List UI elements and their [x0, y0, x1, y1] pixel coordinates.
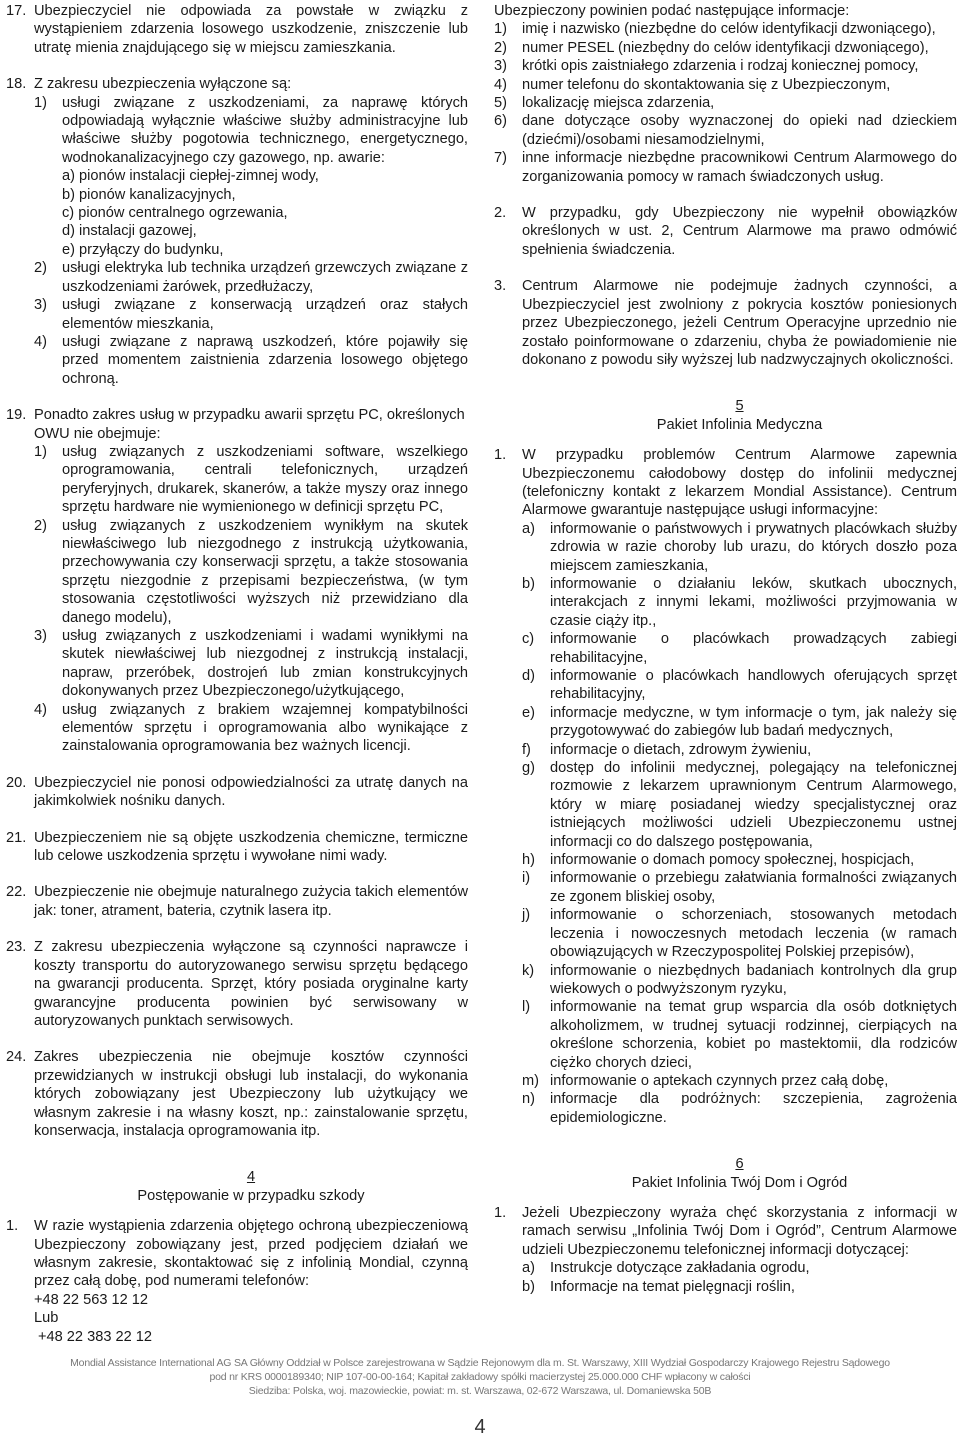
paragraph-20	[6, 774, 468, 811]
section-4-paragraph-3	[494, 277, 957, 369]
list-text: lokalizację miejsca zdarzenia,	[522, 95, 715, 112]
list-text: usługi związane z uszkodzeniami, za naprawę których odpowiadają wyłącznie właściwe służby administracyjne lub właściwe służby pogotowia technicznego, energetycznego, wodnokanalizacyjnego czy gazowego, np. awarie:	[62, 94, 468, 166]
phone-or-label: Lub	[34, 1310, 59, 1327]
list-item	[34, 443, 468, 517]
list-item	[522, 741, 957, 759]
list-text: usługi elektryka lub technika urządzeń grzewczych związane z uszkodzeniami żarówek, przedłużaczy,	[62, 260, 468, 295]
footer-line: Mondial Assistance International AG SA Główny Oddział w Polsce zarejestrowana w Sądzie Rejonowym dla m. St. Warszawy, XIII Wydział Gospodarczy Krajowego Rejestru Sądowego	[70, 1357, 890, 1369]
list-number: f)	[522, 741, 531, 758]
page-number: 4	[474, 1416, 486, 1438]
list-number: a)	[522, 1260, 535, 1277]
company-footer	[0, 1356, 960, 1398]
list-item	[522, 1259, 957, 1277]
section-5-paragraph-1	[494, 446, 957, 1127]
list-text: informacje medyczne, w tym informacje o tym, jak należy się przygotowywać do zabiegów lub badań medycznych,	[550, 704, 957, 740]
list-text: usług związanych z uszkodzeniami i wadami wynikłymi na skutek niewłaściwej lub niezgodnej z instrukcją instalacji, napraw, przeróbek, dostrojeń lub zmian konstrukcyjnych dokonywanych przez Ubezpieczonego/użytkującego,	[62, 628, 468, 700]
list-number: k)	[522, 962, 535, 979]
phone-number: +48 22 563 12 12	[34, 1291, 149, 1308]
paragraph-number: 1.	[494, 1204, 507, 1221]
list-number: 5)	[494, 95, 507, 112]
list-number: i)	[522, 870, 531, 887]
list-number: 3)	[34, 297, 47, 314]
list-item	[494, 94, 957, 112]
list-text: krótki opis zaistniałego zdarzenia i rodzaj koniecznej pomocy,	[522, 58, 919, 75]
paragraph-number: 24.	[6, 1049, 27, 1066]
paragraph-text: Jeżeli Ubezpieczony wyraża chęć skorzystania z informacji w ramach serwisu „Infolinia Twój Dom i Ogród”, Centrum Alarmowe udzieli Ubezpieczonemu telefonicznej informacji dotyczącej:	[522, 1204, 957, 1258]
list-text: numer telefonu do skontaktowania się z Ubezpieczonym,	[522, 76, 891, 93]
list-text: informowanie o aptekach czynnych przez całą dobę,	[550, 1072, 889, 1089]
section-6-paragraph-1	[494, 1204, 957, 1296]
list-number: 2)	[34, 260, 47, 277]
list-number: 4)	[34, 333, 47, 350]
list-text: informowanie o schorzeniach, stosowanych metodach leczenia i nowoczesnych metodach leczenia (w ramach obowiązujących w Rzeczypospolitej Polskiej przepisów),	[550, 907, 957, 961]
list-number: l)	[522, 999, 531, 1016]
list-item	[34, 517, 468, 627]
list-number: 3)	[34, 628, 47, 644]
list-item	[522, 869, 957, 906]
list-number: 3)	[494, 58, 507, 75]
list-item	[522, 962, 957, 999]
paragraph-number: 1.	[494, 447, 507, 464]
list-number: 4)	[34, 701, 47, 718]
list-item	[522, 1278, 957, 1296]
list-text: informacje o dietach, zdrowym żywieniu,	[550, 741, 812, 758]
list-number: b)	[522, 575, 535, 592]
list-item	[494, 57, 957, 75]
right-column	[494, 0, 957, 1296]
paragraph-number: 23.	[6, 939, 27, 956]
list-item	[522, 906, 957, 961]
section-4-paragraph-1	[6, 1217, 468, 1346]
list-text: informowanie o placówkach prowadzących zabiegi rehabilitacyjne,	[550, 631, 957, 666]
list-number: m)	[522, 1072, 540, 1089]
list-item	[522, 667, 957, 704]
paragraph-number: 21.	[6, 829, 27, 846]
paragraph-18	[6, 75, 468, 388]
paragraph-number: 20.	[6, 774, 27, 791]
paragraph-text: W przypadku problemów Centrum Alarmowe zapewnia Ubezpieczonemu całodobowy dostęp do infolinii medycznej (telefoniczny kontakt z lekarzem Mondial Assistance). Centrum Alarmowe gwarantuje następujące usługi informacyjne:	[522, 447, 957, 519]
list-text: usług związanych z uszkodzeniem wynikłym na skutek niewłaściwego lub niezgodnego z instrukcją użytkowania, przechowywania czy konserwacji sprzętu, a także stosowania sprzętu niezgodnie z przepisami bezpieczeństwa, (w tym stosowania częstotliwości wyższych niż przewidziano dla danego modelu),	[62, 517, 468, 626]
paragraph-23	[6, 938, 468, 1030]
list-item	[522, 1072, 957, 1090]
paragraph-number: 22.	[6, 884, 27, 901]
list-text: dostęp do infolinii medycznej, polegający na telefonicznej rozmowie z lekarzem uprawnionym Centrum Alarmowego, który w miarę posiadanej wiedzy specjalistycznej oraz istniejących możliwości udzieli Ubezpieczonemu ustnej informacji co do dalszego postępowania,	[550, 760, 957, 850]
list-number: 6)	[494, 113, 507, 130]
section-number: 4	[246, 1169, 256, 1186]
paragraph-22	[6, 883, 468, 920]
list-text: informowanie o placówkach handlowych oferujących sprzęt rehabilitacyjny,	[550, 668, 957, 703]
list-item	[34, 701, 468, 756]
section-title: Pakiet Infolinia Medyczna	[656, 416, 823, 433]
paragraph-number: 1.	[6, 1218, 19, 1235]
list-text: inne informacje niezbędne pracownikowi Centrum Alarmowego do zorganizowania pomocy w ramach świadczonych usług.	[522, 150, 957, 185]
list-text: informowanie o przebiegu załatwiania formalności związanych ze zgonem bliskiej osoby,	[550, 870, 957, 905]
list-subitem: d) instalacji gazowej,	[62, 223, 197, 240]
list-item	[522, 575, 957, 630]
paragraph-text: W razie wystąpienia zdarzenia objętego ochroną ubezpieczeniową Ubezpieczony zobowiązany jest, przed podjęciem działań we własnym zakresie, skontaktować się z infolinią Mondial, czynną przez całą dobę, pod numerami telefonów:	[34, 1218, 468, 1290]
section-number: 5	[735, 398, 744, 415]
list-number: 4)	[494, 76, 507, 93]
list-item	[494, 20, 957, 38]
list-item	[34, 259, 468, 296]
list-number: 1)	[494, 21, 507, 38]
section-title: Pakiet Infolinia Twój Dom i Ogród	[631, 1174, 848, 1191]
list-item	[34, 333, 468, 388]
paragraph-text: W przypadku, gdy Ubezpieczony nie wypełnił obowiązków określonych w ust. 2, Centrum Alarmowe ma prawo odmówić spełnienia świadczenia.	[522, 205, 957, 258]
list-text: usług związanych z brakiem wzajemnej kompatybilności elementów sprzętu i oprogramowania albo wynikające z zainstalowania oprogramowania bez ważnych licencji.	[62, 701, 468, 755]
list-number: e)	[522, 704, 535, 721]
paragraph-text: Zakres ubezpieczenia nie obejmuje kosztów czynności przewidzianych w instrukcji obsługi lub instalacji, do wykonania których zobowiązany jest Ubezpieczony lub użytkujący we własnym zakresie i na własny koszt, np.: zainstalowanie sprzętu, konserwacja, instalacja oprogramowania itp.	[34, 1049, 468, 1139]
list-item	[522, 759, 957, 851]
list-number: g)	[522, 760, 535, 777]
list-number: j)	[522, 907, 531, 924]
list-subitem: a) pionów instalacji ciepłej-zimnej wody,	[62, 168, 319, 185]
paragraph-text: Centrum Alarmowe nie podejmuje żadnych czynności, a Ubezpieczyciel jest zwolniony z pokrycia kosztów poniesionych przez Ubezpieczonego, jeżeli Centrum Operacyjne uprzednio nie zostało poinformowane o zdarzeniu, chyba że powiadomienie nie dokonano z powodu siły wyższej lub nadzwyczajnych okoliczności.	[522, 278, 957, 368]
list-number: 1)	[34, 443, 47, 460]
paragraph-text: Ubezpieczyciel nie odpowiada za powstałe w związku z wystąpieniem zdarzenia losowego uszkodzenie, zniszczenie lub utratę mienia znajdującego się w miejscu zamieszkania.	[34, 3, 468, 56]
medical-services-list	[522, 520, 957, 1127]
list-item	[522, 998, 957, 1072]
paragraph-text: Ubezpieczyciel nie ponosi odpowiedzialności za utratę danych na jakimkolwiek nośniku danych.	[34, 774, 468, 810]
paragraph-24	[6, 1048, 468, 1140]
list-item	[522, 630, 957, 667]
info-intro: Ubezpieczony powinien podać następujące informacje:	[494, 3, 850, 19]
list-number: n)	[522, 1091, 535, 1108]
paragraph-text: Ubezpieczenie nie obejmuje naturalnego zużycia takich elementów jak: toner, atrament, bateria, czytnik lasera itp.	[34, 884, 468, 919]
paragraph-number: 3.	[494, 278, 507, 295]
list-text: informowanie o domach pomocy społecznej, hospicjach,	[550, 852, 915, 869]
paragraph-17	[6, 2, 468, 57]
list-item	[34, 627, 468, 701]
paragraph-21	[6, 829, 468, 866]
list-item	[494, 76, 957, 94]
list-item	[34, 296, 468, 333]
list-number: 2)	[494, 39, 507, 56]
phone-number: +48 22 383 22 12	[38, 1328, 153, 1345]
list-item	[34, 94, 468, 168]
list-text: informowanie o państwowych i prywatnych placówkach służby zdrowia w razie choroby lub urazu, do których doszło poza miejscem zamieszkania,	[550, 520, 957, 574]
list-number: b)	[522, 1278, 535, 1295]
paragraph-number: 18.	[6, 76, 27, 93]
list-item	[494, 39, 957, 57]
footer-line: pod nr KRS 0000189340; NIP 107-00-00-164; Kapitał zakładowy spółki macierzystej 25.000.000 CHF wpłacony w całości	[209, 1371, 751, 1383]
list-number: 1)	[34, 94, 47, 111]
list-text: imię i nazwisko (niezbędne do celów identyfikacji dzwoniącego),	[522, 21, 936, 38]
list-text: numer PESEL (niezbędny do celów identyfikacji dzwoniącego),	[522, 39, 929, 56]
list-number: h)	[522, 852, 535, 869]
list-item	[522, 851, 957, 869]
section-number: 6	[735, 1156, 744, 1173]
list-number: 7)	[494, 150, 507, 167]
paragraph-text: Z zakresu ubezpieczenia wyłączone są czynności naprawcze i koszty transportu do autoryzowanego serwisu sprzętu będącego na gwarancji producenta. Sprzęt, który posiada oryginalne karty gwarancyjne producenta powinien być serwisowany w autoryzowanych punktach serwisowych.	[34, 939, 468, 1029]
list-text: Instrukcje dotyczące zakładania ogrodu,	[550, 1260, 810, 1277]
paragraph-intro: Ponadto zakres usług w przypadku awarii sprzętu PC, określonych OWU nie obejmuje:	[34, 407, 465, 442]
section-title: Postępowanie w przypadku szkody	[137, 1187, 365, 1204]
section-5-heading	[494, 397, 957, 434]
list-number: 2)	[34, 517, 47, 534]
list-subitem: b) pionów kanalizacyjnych,	[62, 186, 236, 203]
list-text: informowanie o niezbędnych badaniach kontrolnych dla grup wiekowych o podwyższonym ryzyku,	[550, 962, 957, 997]
list-number: d)	[522, 668, 535, 684]
list-subitem: e) przyłączy do budynku,	[62, 241, 224, 258]
paragraph-number: 2.	[494, 205, 507, 222]
list-item	[522, 520, 957, 575]
paragraph-19	[6, 406, 468, 756]
list-number: a)	[522, 520, 535, 537]
paragraph-text: Ubezpieczeniem nie są objęte uszkodzenia chemiczne, termiczne lub celowe uszkodzenia sprzętu i wywołane nimi wady.	[34, 829, 468, 865]
list-item	[522, 1090, 957, 1127]
list-text: informowanie na temat grup wsparcia dla osób dotkniętych alkoholizmem, w trudnej sytuacji rodzinnej, cierpiących na określone schorzenia, kobiet po mastektomii, dla rodziców ciężko chorych dzieci,	[550, 999, 957, 1071]
left-column	[6, 0, 468, 1346]
list-text: usługi związane z konserwacją urządzeń oraz stałych elementów mieszkania,	[62, 297, 468, 332]
list-text: usługi związane z naprawą uszkodzeń, które pojawiły się przed momentem zaistnienia zdarzenia losowego objętego ochroną.	[62, 333, 468, 387]
list-item	[494, 149, 957, 186]
list-text: usług związanych z uszkodzeniami software, wszelkiego oprogramowania, centrali telefonicznych, urządzeń peryferyjnych, drukarek, skanerów, a także myszy oraz innego sprzętu hardware nie wymienionego w definicji sprzętu PC,	[62, 443, 468, 516]
info-list	[494, 20, 957, 186]
paragraph-intro: Z zakresu ubezpieczenia wyłączone są:	[34, 76, 292, 93]
list-subitem: c) pionów centralnego ogrzewania,	[62, 205, 288, 222]
list-item	[522, 704, 957, 741]
section-4-heading	[6, 1168, 468, 1205]
paragraph-number: 17.	[6, 3, 27, 19]
section-4-paragraph-2	[494, 204, 957, 259]
footer-line: Siedziba: Polska, woj. mazowieckie, powiat: m. st. Warszawa, 02-672 Warszawa, ul. Domaniewska 50B	[248, 1385, 712, 1397]
list-text: dane dotyczące osoby wyznaczonej do opieki nad dzieckiem (dziećmi)/osobami niesamodzielnymi,	[522, 113, 957, 148]
list-number: c)	[522, 631, 535, 648]
list-text: informowanie o działaniu leków, skutkach ubocznych, interakcjach z innymi lekami, możliwości przyjmowania w czasie ciąży itp.,	[550, 575, 957, 629]
list-text: informacje dla podróżnych: szczepienia, zagrożenia epidemiologiczne.	[550, 1091, 957, 1126]
list-text: Informacje na temat pielęgnacji roślin,	[550, 1278, 795, 1295]
list-item	[494, 112, 957, 149]
paragraph-number: 19.	[6, 407, 27, 424]
section-6-heading	[494, 1155, 957, 1192]
